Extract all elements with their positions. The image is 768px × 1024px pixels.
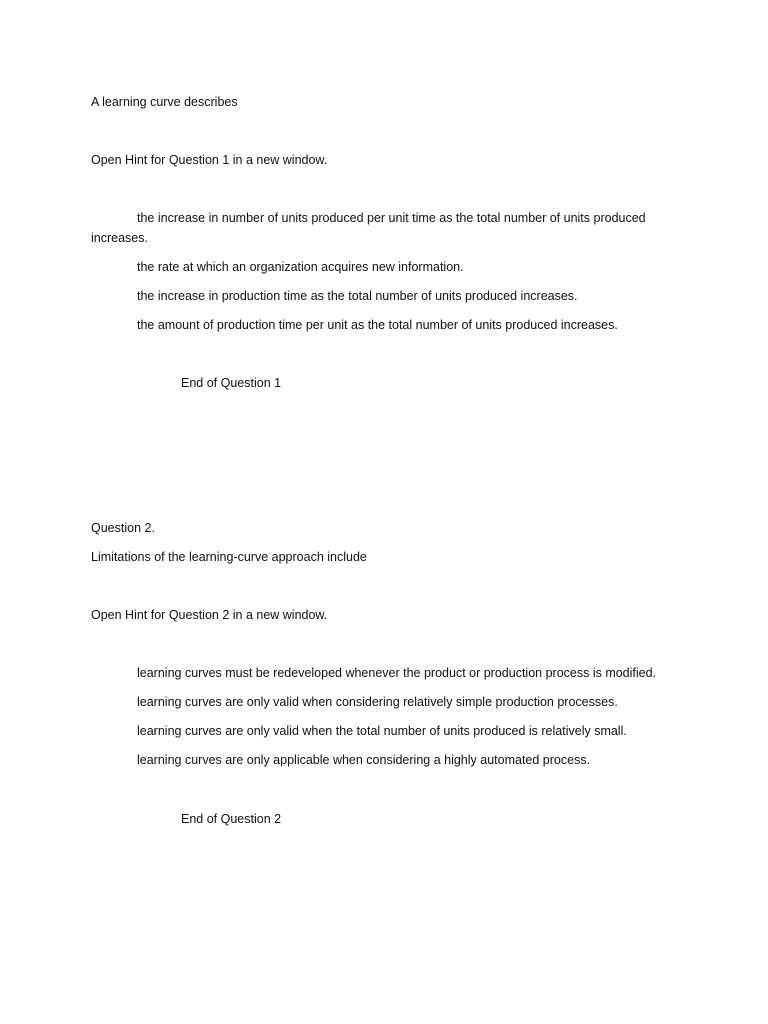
question-2-hint-link[interactable]: Open Hint for Question 2 in a new window. (91, 608, 328, 622)
question-1-option-2[interactable]: the rate at which an organization acquires new information. (137, 260, 464, 274)
question-2-prompt: Limitations of the learning-curve approach include (91, 550, 367, 564)
question-2-heading: Question 2. (91, 521, 155, 535)
question-1-end-label: End of Question 1 (181, 376, 282, 390)
question-1-option-4[interactable]: the amount of production time per unit as the total number of units produced increases. (137, 318, 618, 332)
question-2-option-2[interactable]: learning curves are only valid when considering relatively simple production processes. (137, 695, 618, 709)
question-1-option-1[interactable]: the increase in number of units produced per unit time as the total number of units produced increases. (91, 211, 646, 245)
question-2-option-1[interactable]: learning curves must be redeveloped whenever the product or production process is modified. (137, 666, 657, 680)
question-1-hint-link[interactable]: Open Hint for Question 1 in a new window. (91, 153, 328, 167)
question-2-option-3[interactable]: learning curves are only valid when the total number of units produced is relatively small. (137, 724, 627, 738)
question-1-option-3[interactable]: the increase in production time as the total number of units produced increases. (137, 289, 578, 303)
question-2-option-4[interactable]: learning curves are only applicable when considering a highly automated process. (137, 753, 591, 767)
question-2-end-label: End of Question 2 (181, 812, 282, 826)
question-1-prompt: A learning curve describes (91, 95, 238, 109)
